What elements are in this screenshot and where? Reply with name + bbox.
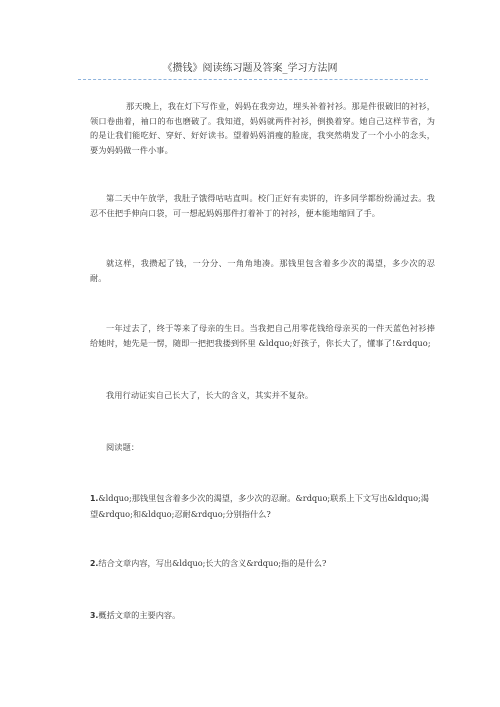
question-1 [90,491,435,521]
question-3-text: 概括文章的主要内容。 [98,610,181,620]
question-3 [90,608,435,624]
paragraph-2: 第二天中午放学，我肚子饿得咕咕直叫。校门正好有卖饼的，许多同学都纷纷涌过去。我忍不住把手伸向口袋，可一想起妈妈那件打着补丁的衬衫，便本能地缩回了手。 [90,193,435,218]
document-title: 《攒钱》阅读练习题及答案_学习方法网 [162,63,338,74]
question-1-number: 1. [90,494,99,503]
paragraph-3: 就这样，我攒起了钱，一分分、一角角地凑。那钱里包含着多少次的渴望，多少次的忍耐。 [90,258,435,283]
question-2-number: 2. [90,559,99,568]
question-1-text: &ldquo;那钱里包含着多少次的渴望，多少次的忍耐。&rdquo;联系上下文写出&ldquo;渴望&rdquo;和&ldquo;忍耐&rdquo;分别指什么? [90,493,429,519]
question-3-number: 3. [90,611,99,620]
reading-questions-heading: 阅读题： [106,442,140,452]
question-2 [90,556,435,572]
paragraph-1: 那天晚上，我在灯下写作业，妈妈在我旁边，埋头补着衬衫。那是件很破旧的衬衫，领口卷曲着，袖口的布也磨破了。我知道，妈妈就两件衬衫，倒换着穿。她自己这样节省，为的是让我们能吃好、穿好、好好读书。望着妈妈消瘦的脸庞，我突然萌发了一个小小的念头，要为妈妈做一件小事。 [90,101,435,155]
question-2-text: 结合文章内容，写出&ldquo;长大的含义&rdquo;指的是什么? [98,558,327,568]
paragraph-4: 一年过去了，终于等来了母亲的生日。当我把自己用零花钱给母亲买的一件天蓝色衬衫捧给她时，她先是一愣，随即一把把我搂到怀里 &ldquo;好孩子，你长大了，懂事了!&rdquo; [90,323,435,348]
title-divider [78,79,428,80]
paragraph-5: 我用行动证实自己长大了，长大的含义，其实并不复杂。 [106,390,314,400]
